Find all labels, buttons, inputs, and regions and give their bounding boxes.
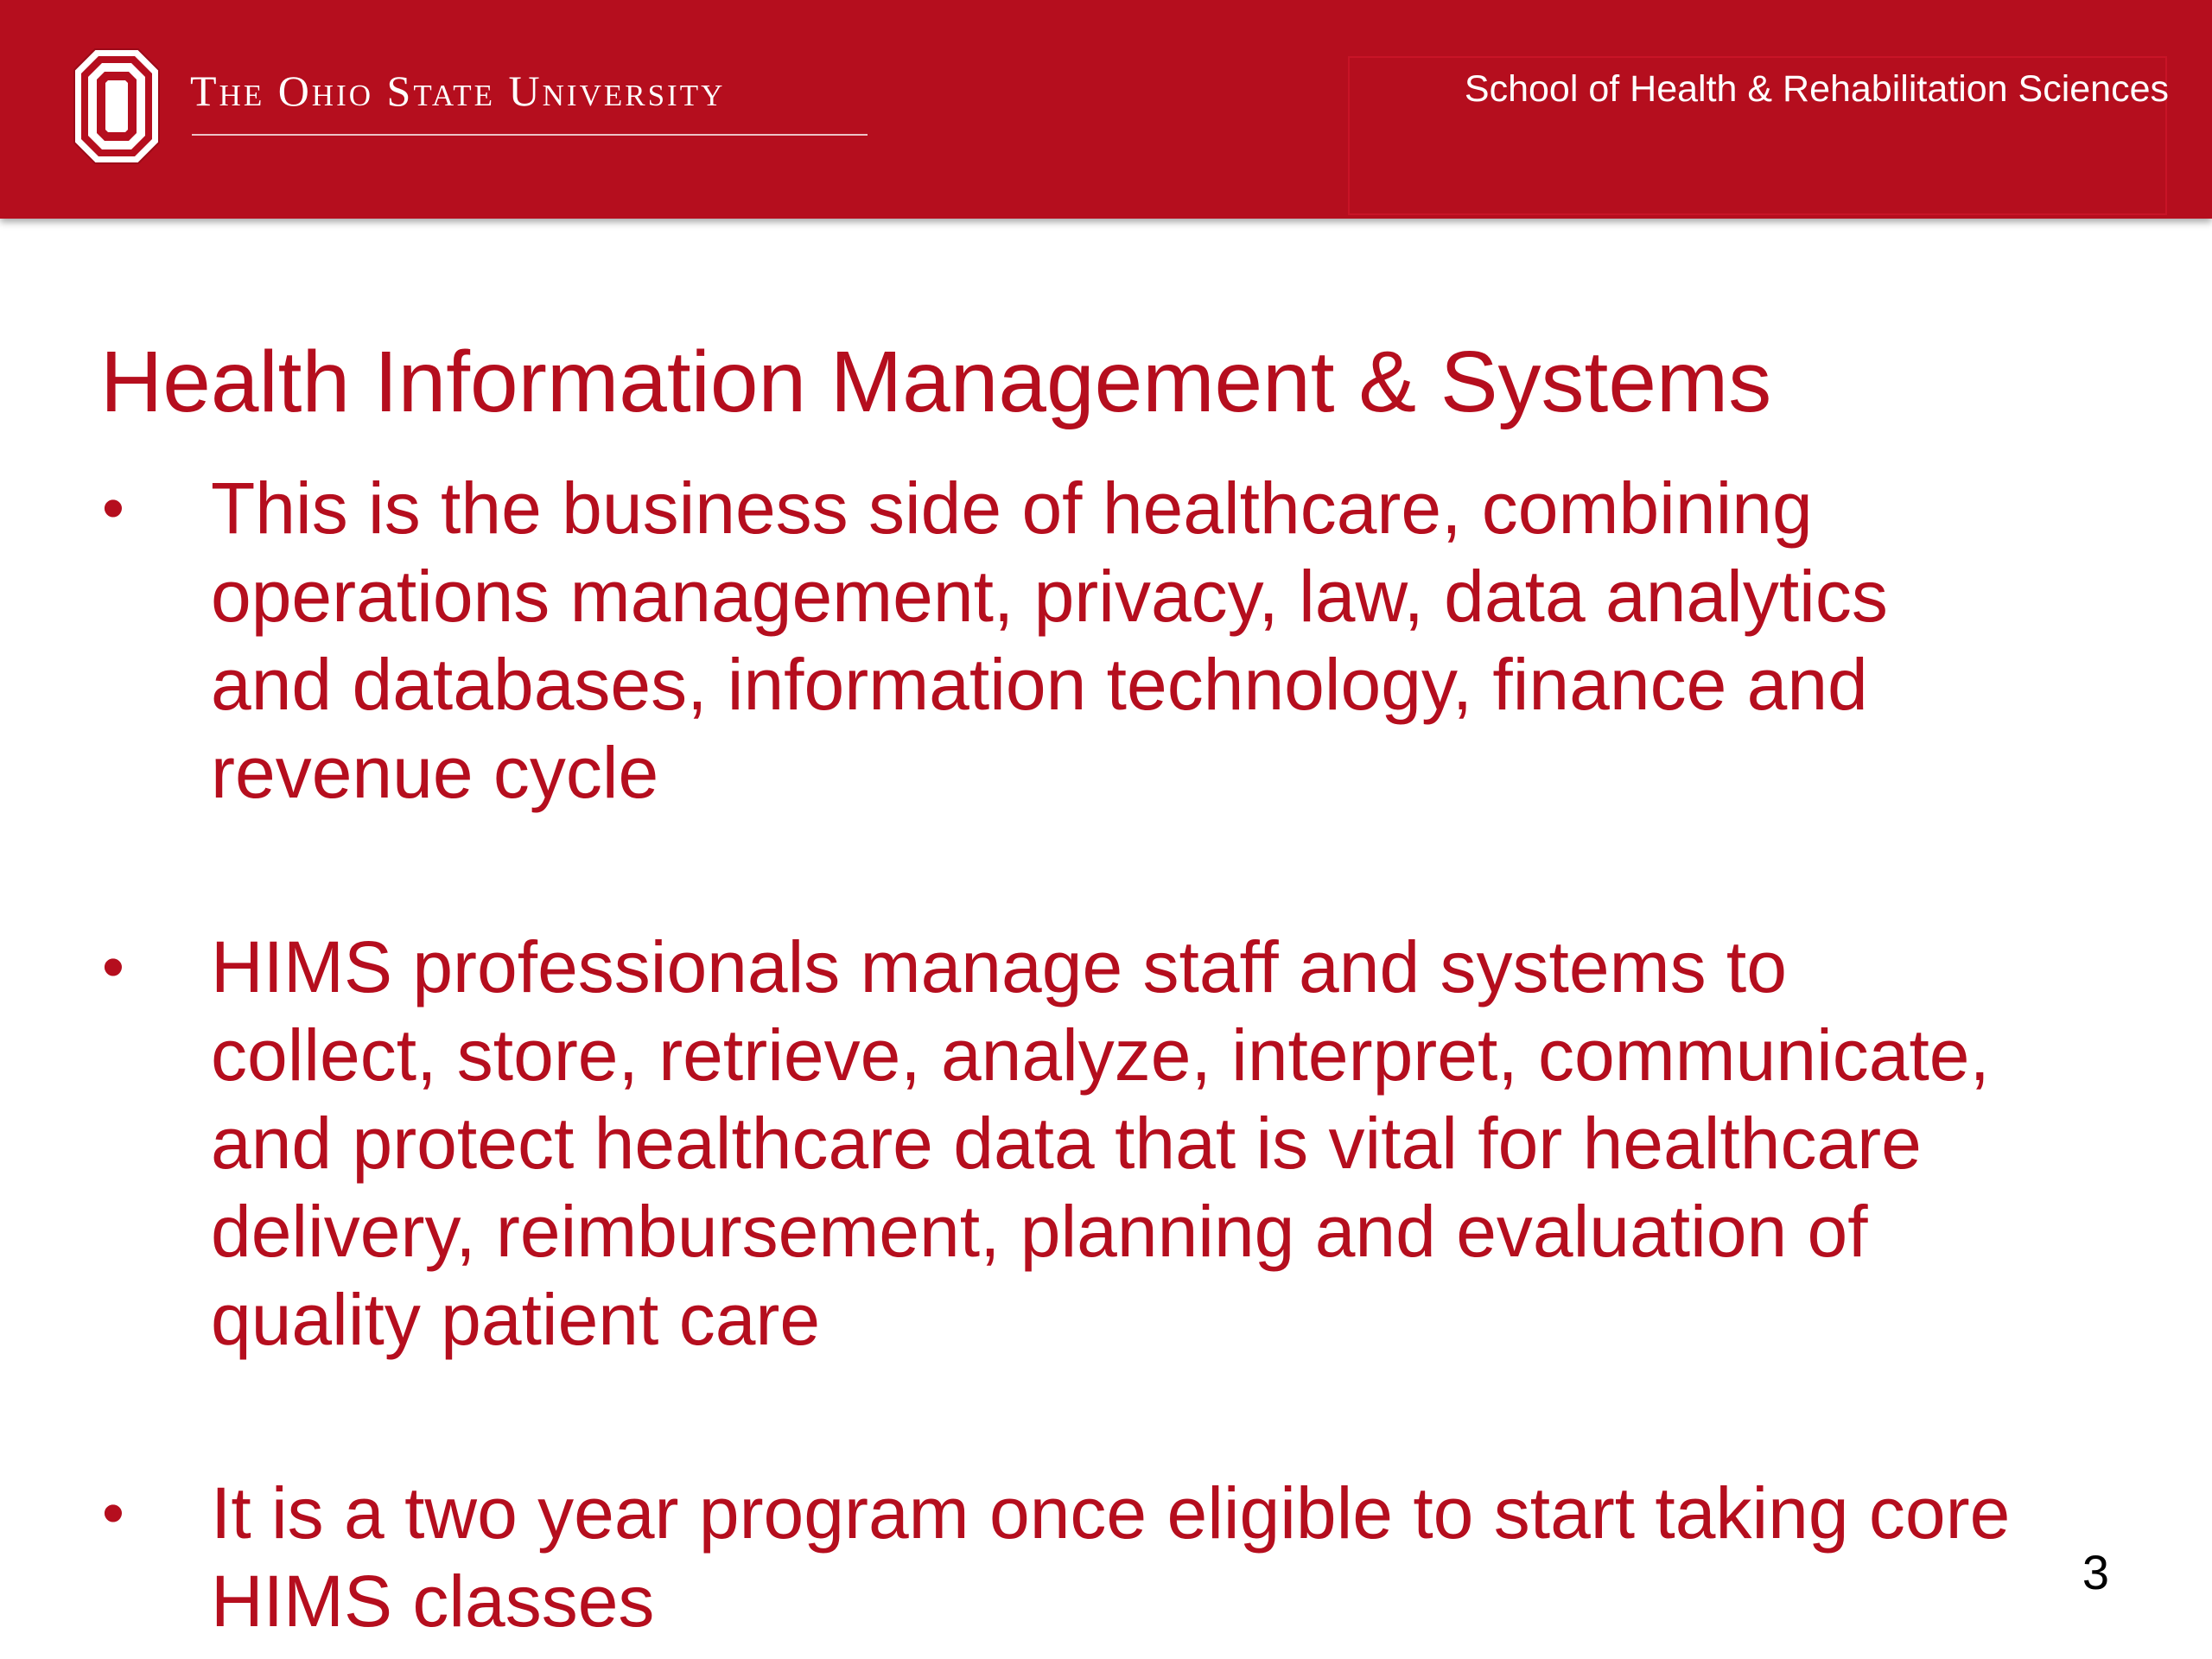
bullet-line: This is the business side of healthcare, combining [211, 467, 1813, 549]
bullet-marker: • [102, 931, 124, 1002]
bullet-line: HIMS classes [211, 1560, 655, 1642]
university-underline [192, 134, 868, 136]
bullet-line: delivery, reimbursement, planning and evaluation of [211, 1191, 1868, 1272]
page-number: 3 [2082, 1545, 2109, 1599]
block-o-logo-icon [73, 48, 161, 165]
bullet-line: revenue cycle [211, 732, 659, 813]
bullet-text [211, 464, 2043, 817]
bullet-line: HIMS professionals manage staff and systems to [211, 926, 1787, 1007]
bullet-line: and databases, information technology, finance and [211, 644, 1868, 725]
slide-title: Health Information Management & Systems [100, 334, 1772, 430]
bullet-line: collect, store, retrieve, analyze, interpret, communicate, [211, 1014, 1990, 1096]
bullet-marker: • [102, 472, 124, 543]
header-band [0, 0, 2212, 219]
bullet-line: operations management, privacy, law, data analytics [211, 556, 1888, 637]
school-name: School of Health & Rehabilitation Sciences [1464, 68, 2169, 110]
bullet-line: quality patient care [211, 1279, 821, 1360]
bullet-line: and protect healthcare data that is vital for healthcare [211, 1103, 1922, 1184]
bullet-text [211, 1469, 2043, 1645]
bullet-marker: • [102, 1477, 124, 1548]
university-name: The Ohio State University [190, 67, 726, 115]
bullet-text [211, 923, 2043, 1363]
bullet-line: It is a two year program once eligible to start taking core [211, 1472, 2011, 1554]
